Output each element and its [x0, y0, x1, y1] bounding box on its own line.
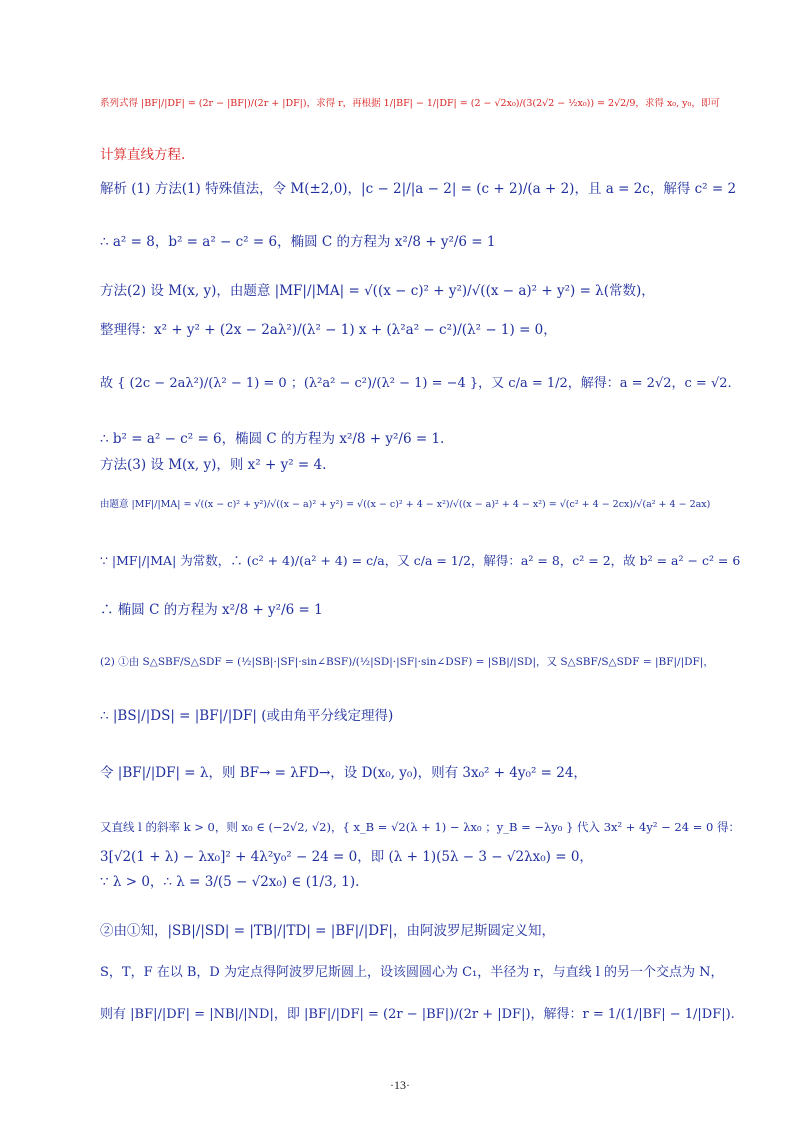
text-line-2: 计算直线方程.	[100, 147, 186, 163]
text-line-9: 方法(3) 设 M(x, y)，则 x² + y² = 4.	[100, 457, 327, 473]
text-line-7: 故 { (2c − 2aλ²)/(λ² − 1) = 0 ；(λ²a² − c²)/(λ² − 1) = −4 }，又 c/a = 1/2，解得：a = 2√2，c = √2.	[100, 376, 732, 391]
text-line-5: 方法(2) 设 M(x, y)，由题意 |MF|/|MA| = √((x − c)² + y²)/√((x − a)² + y²) = λ(常数)，	[100, 283, 655, 299]
text-line-1: 系列式得 |BF|/|DF| = (2r − |BF|)/(2r + |DF|)，求得 r，再根据 1/|BF| − 1/|DF| = (2 − √2x₀)/(3(2√2 − ½x₀)) = 2√2/9，求得 x₀, y₀，即可	[100, 98, 720, 109]
text-line-14: ∴ |BS|/|DS| = |BF|/|DF| (或由角平分线定理得)	[100, 708, 394, 724]
text-line-3: 解析 (1) 方法(1) 特殊值法，令 M(±2,0)，|c − 2|/|a − 2| = (c + 2)/(a + 2)，且 a = 2c，解得 c² = 2	[100, 181, 737, 197]
text-line-17: 3[√2(1 + λ) − λx₀]² + 4λ²y₀² − 24 = 0，即 (λ + 1)(5λ − 3 − √2λx₀) = 0，	[100, 849, 593, 865]
text-line-11: ∵ |MF|/|MA| 为常数，∴ (c² + 4)/(a² + 4) = c/a，又 c/a = 1/2，解得：a² = 8，c² = 2，故 b² = a² − c² = 6	[100, 553, 741, 568]
text-line-4: ∴ a² = 8，b² = a² − c² = 6，椭圆 C 的方程为 x²/8 + y²/6 = 1	[100, 234, 496, 250]
text-line-16: 又直线 l 的斜率 k > 0，则 x₀ ∈ (−2√2, √2)，{ x_B = √2(λ + 1) − λx₀ ；y_B = −λy₀ } 代入 3x² + 4y² − 24 = 0 得：	[100, 820, 740, 834]
text-line-12: ∴ 椭圆 C 的方程为 x²/8 + y²/6 = 1	[100, 602, 323, 618]
text-line-13: (2) ①由 S△SBF/S△SDF = (½|SB|·|SF|·sin∠BSF)/(½|SD|·|SF|·sin∠DSF) = |SB|/|SD|，又 S△SBF/S△SDF = |BF|/|DF|，	[100, 656, 714, 668]
text-line-10: 由题意 |MF|/|MA| = √((x − c)² + y²)/√((x − a)² + y²) = √((x − c)² + 4 − x²)/√((x − a)² + 4 − x²) = √(c² + 4 − 2cx)/√(a² + 4 − 2ax)	[100, 499, 711, 510]
text-line-15: 令 |BF|/|DF| = λ，则 BF→ = λFD→，设 D(x₀, y₀)，则有 3x₀² + 4y₀² = 24，	[100, 765, 587, 781]
text-line-8: ∴ b² = a² − c² = 6，椭圆 C 的方程为 x²/8 + y²/6 = 1.	[100, 431, 445, 447]
text-line-18: ∵ λ > 0，∴ λ = 3/(5 − √2x₀) ∈ (1/3, 1).	[100, 874, 360, 890]
page-number: ·13·	[390, 1078, 410, 1092]
text-line-19: ②由①知，|SB|/|SD| = |TB|/|TD| = |BF|/|DF|，由阿波罗尼斯圆定义知，	[100, 923, 555, 939]
text-line-20: S，T，F 在以 B，D 为定点得阿波罗尼斯圆上，设该圆圆心为 C₁，半径为 r，与直线 l 的另一个交点为 N，	[100, 965, 724, 980]
text-line-6: 整理得：x² + y² + (2x − 2aλ²)/(λ² − 1) x + (λ²a² − c²)/(λ² − 1) = 0，	[100, 322, 557, 338]
text-line-21: 则有 |BF|/|DF| = |NB|/|ND|，即 |BF|/|DF| = (2r − |BF|)/(2r + |DF|)，解得：r = 1/(1/|BF| − 1/|DF|).	[100, 1007, 735, 1022]
